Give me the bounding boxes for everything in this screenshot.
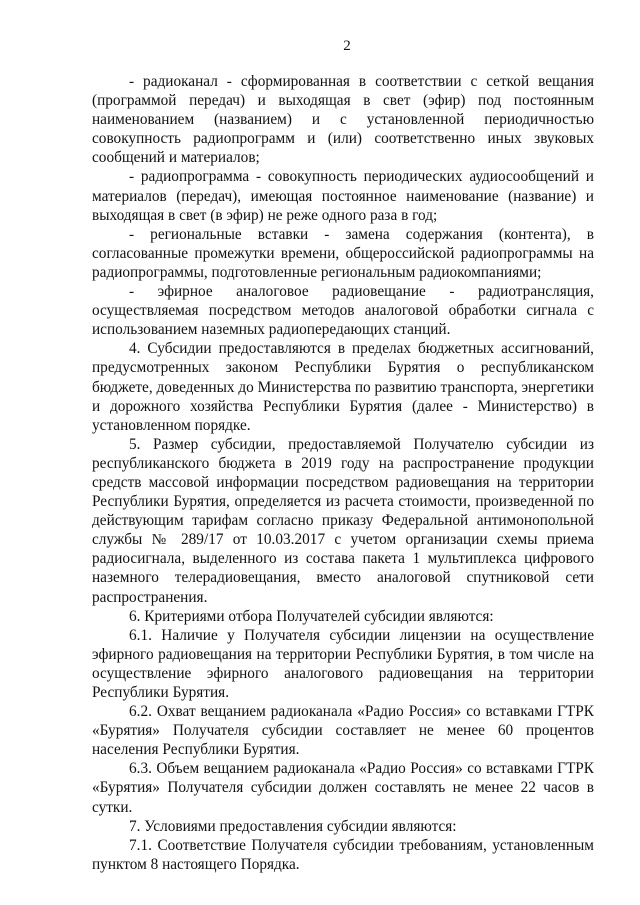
clause-6-1: 6.1. Наличие у Получателя субсидии лицензии на осуществление эфирного радиовещания на территории Республики Бурятия, в том числе на осуществление эфирного аналогового радиовещания на территории Республики Бурятия. [92, 626, 594, 701]
clause-6-3: 6.3. Объем вещанием радиоканала «Радио Россия» со вставками ГТРК «Бурятия» Получателя субсидии должен составлять не менее 22 часов в сутки. [92, 760, 594, 816]
clause-4: 4. Субсидии предоставляются в пределах бюджетных ассигнований, предусмотренных законом Республики Бурятия о республиканском бюджете, доведенных до Министерства по развитию транспорта, энергетики и дорожного хозяйства Республики Бурятия (далее - Министерство) в установленном порядке. [92, 340, 594, 434]
clause-6: 6. Критериями отбора Получателей субсидии являются: [129, 607, 494, 625]
definition-analog-broadcasting: - эфирное аналоговое радиовещание - радиотрансляция, осуществляемая посредством методов аналоговой обработки сигнала с использованием наземных радиопередающих станций. [92, 283, 594, 339]
clause-6-2: 6.2. Охват вещанием радиоканала «Радио Россия» со вставками ГТРК «Бурятия» Получателя субсидии составляет не менее 60 процентов населения Республики Бурятия. [92, 703, 594, 759]
definition-radiochannel: - радиоканал - сформированная в соответствии с сеткой вещания (программой передач) и выходящая в свет (эфир) под постоянным наименованием (названием) и с установленной периодичностью совокупность радиопрограмм и (или) соответственно иных звуковых сообщений и материалов; [92, 73, 594, 167]
document-page [92, 36, 594, 874]
clause-7: 7. Условиями предоставления субсидии являются: [129, 817, 457, 835]
clause-5: 5. Размер субсидии, предоставляемой Получателю субсидии из республиканского бюджета в 2019 году на распространение продукции средств массовой информации посредством радиовещания на территории Республики Бурятия, определяется из расчета стоимости, произведенной по действующим тарифам согласно приказу Федеральной антимонопольной службы № 289/17 от 10.03.2017 с учетом организации схемы приема радиосигнала, выделенного из состава пакета 1 мультиплекса цифрового наземного телерадиовещания, вместо аналоговой спутниковой сети распространения. [92, 435, 594, 606]
clause-7-1: 7.1. Соответствие Получателя субсидии требованиям, установленным пунктом 8 настоящего Порядка. [92, 836, 594, 873]
definition-regional-inserts: - региональные вставки - замена содержания (контента), в согласованные промежутки времени, общероссийской радиопрограммы на радиопрограммы, подготовленные региональным радиокомпаниями; [92, 225, 594, 281]
page-number: 2 [343, 38, 351, 54]
definition-radioprogram: - радиопрограмма - совокупность периодических аудиосообщений и материалов (передач), имеющая постоянное наименование (название) и выходящая в свет (в эфир) не реже одного раза в год; [92, 168, 594, 224]
